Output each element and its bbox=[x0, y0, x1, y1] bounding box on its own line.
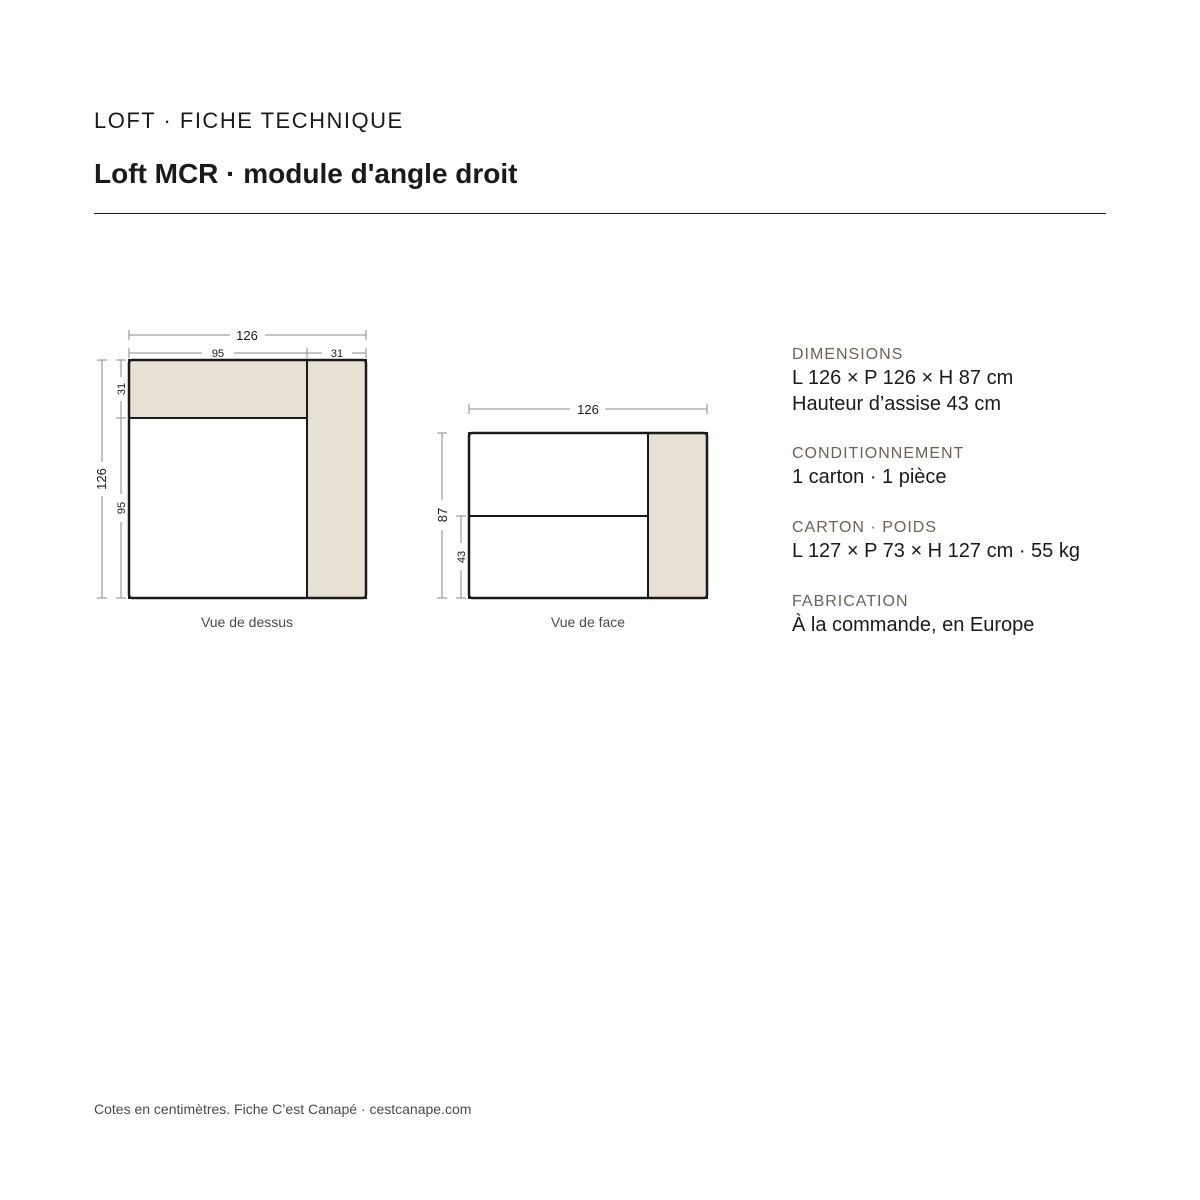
spec-dimensions-label: DIMENSIONS bbox=[792, 346, 904, 363]
top-view-back-depth-label: 31 bbox=[116, 382, 128, 396]
front-view-caption: Vue de face bbox=[550, 614, 626, 630]
spec-seat-height-value: Hauteur d’assise 43 cm bbox=[792, 393, 1001, 415]
front-view-arm bbox=[648, 433, 707, 598]
top-view-arm bbox=[307, 360, 366, 598]
top-view-back-cushion bbox=[129, 360, 307, 418]
front-view bbox=[435, 402, 707, 630]
spec-carton-weight-label: CARTON · POIDS bbox=[792, 519, 937, 536]
front-view-back bbox=[469, 433, 648, 516]
spec-manufacturing-label: FABRICATION bbox=[792, 593, 909, 610]
spec-manufacturing-value: À la commande, en Europe bbox=[792, 614, 1035, 636]
top-view-overall-width-label: 126 bbox=[236, 328, 258, 343]
top-view-seat-width-label: 95 bbox=[211, 348, 225, 360]
top-view-caption: Vue de dessus bbox=[200, 614, 294, 630]
spec-manufacturing bbox=[792, 592, 1034, 638]
spec-packaging-label: CONDITIONNEMENT bbox=[792, 445, 965, 462]
spec-packaging-value: 1 carton · 1 pièce bbox=[792, 466, 947, 488]
top-view-seat-depth-label: 95 bbox=[116, 501, 128, 515]
top-view bbox=[94, 328, 366, 630]
front-view-height-label: 87 bbox=[435, 507, 450, 523]
top-view-overall-depth-label: 126 bbox=[94, 468, 109, 490]
page-title: Loft MCR · module d'angle droit bbox=[94, 158, 518, 189]
top-view-arm-width-label: 31 bbox=[330, 348, 344, 360]
spec-packaging bbox=[792, 444, 964, 490]
spec-dimensions-value: L 126 × P 126 × H 87 cm bbox=[792, 367, 1014, 389]
front-view-seat-height-label: 43 bbox=[456, 550, 468, 564]
footer-note: Cotes en centimètres. Fiche C’est Canapé · cestcanape.com bbox=[94, 1101, 472, 1117]
spec-carton-weight-value: L 127 × P 73 × H 127 cm · 55 kg bbox=[792, 540, 1080, 562]
spec-dimensions bbox=[792, 345, 1013, 417]
top-view-seat bbox=[129, 418, 307, 598]
spec-carton-weight bbox=[792, 518, 1080, 564]
document-kicker: LOFT · FICHE TECHNIQUE bbox=[94, 108, 404, 133]
front-view-seat bbox=[469, 516, 648, 598]
front-view-width-label: 126 bbox=[577, 402, 599, 417]
